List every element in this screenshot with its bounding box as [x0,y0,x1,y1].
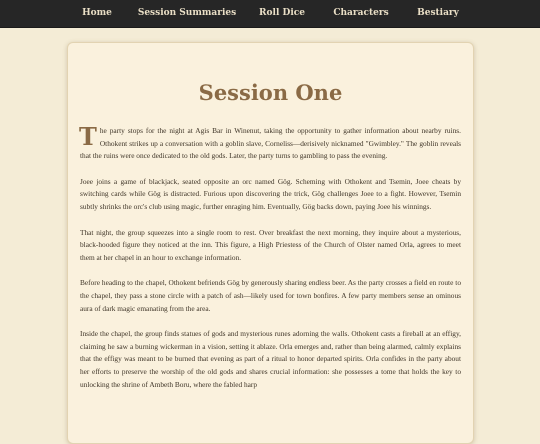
nav-item-bestiary[interactable]: Bestiary [417,8,459,18]
top-navbar [0,0,540,28]
paragraph: Before heading to the chapel, Othokent befriends Gög by generously sharing endless beer. As the party crosses a field en route to the chapel, they pass a stone circle with a patch of ash—likely used for town bonfires. A few party members sense an ominous aura of dark magic emanating from the area. [80,278,461,313]
paragraph: That night, the group squeezes into a single room to rest. Over breakfast the next morning, they inquire about a mysterious, black-hooded figure they noticed at the inn. This figure, a High Priestess of the Church of Olster named Orla, agrees to meet them at her chapel in an hour to exchange information. [80,227,461,262]
session-content [79,122,461,404]
session-card [67,42,474,444]
paragraph [79,122,461,163]
drop-cap: T [79,122,97,151]
nav-item-roll-dice[interactable]: Roll Dice [259,8,305,18]
paragraph-text: he party stops for the night at Agis Bar in Winenut, taking the opportunity to gather information about nearby ruins. Othokent strikes up a conversation with a goblin slave, Corneliss—derisively nicknamed "Gwimbley." The goblin reveals that the ruins were once dedicated to the old gods. Later, the party turns to gambling to pass the evening. [80,126,461,161]
paragraph: Joee joins a game of blackjack, seated opposite an orc named Gög. Scheming with Othokent and Tsemin, Joee cheats by switching cards while Gög is distracted. Furious upon discovering the trick, Gög challenges Joee to a fight. However, Tsemin subtly shrinks the orc's club using magic, further enraging him. Eventually, Gög backs down, paying Joee his winnings. [80,176,461,211]
page-title: Session One [198,80,343,105]
nav-item-home[interactable]: Home [82,8,112,18]
paragraph: Inside the chapel, the group finds statues of gods and mysterious runes adorning the walls. Othokent casts a fireball at an effigy, claiming he saw a burning wickerman in a vision, setting it ablaze. Orla emerges and, rather than being alarmed, calmly explains that the effigy was meant to be burned that evening as part of a ritual to honor departed spirits. Orla confides in the party about her efforts to preserve the worship of the old gods and shares crucial information: she possesses a tome that holds the key to unlocking the shrine of Ambeth Boru, where the fabled harp [80,329,461,389]
nav-item-session-summaries[interactable]: Session Summaries [137,8,237,18]
nav-item-characters[interactable]: Characters [333,8,389,18]
